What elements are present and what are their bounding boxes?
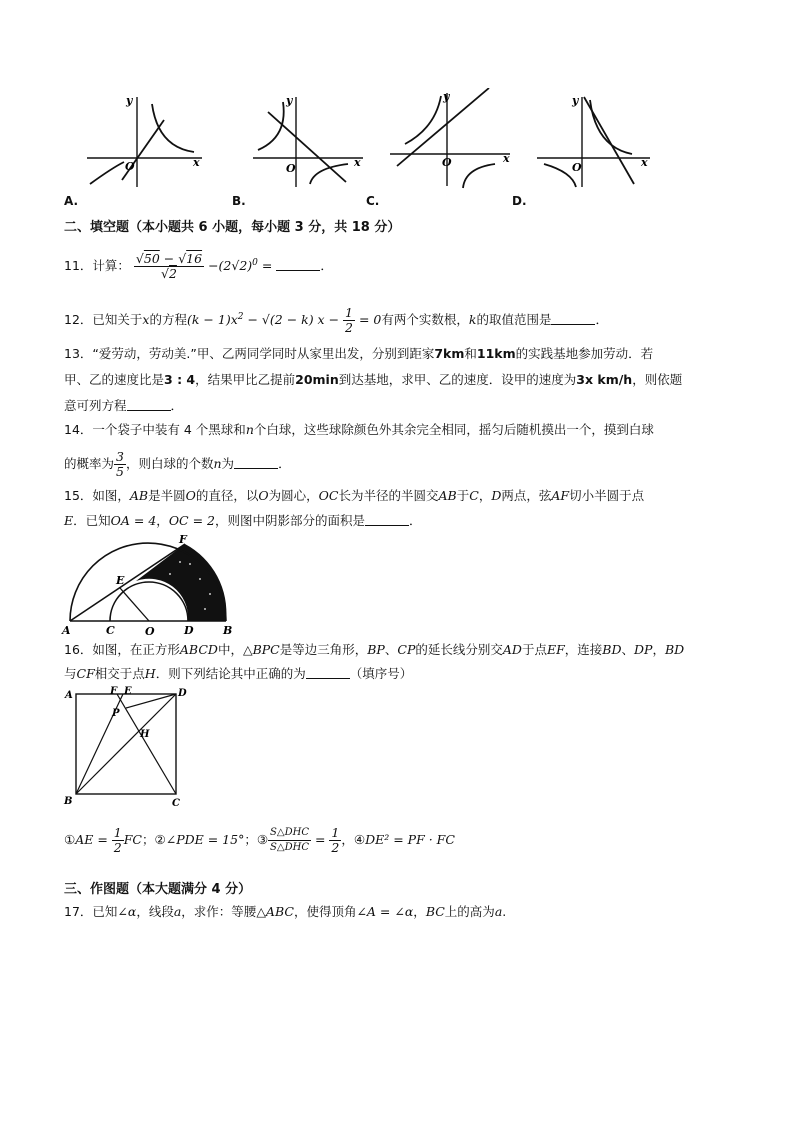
fig15-label-a: A [62, 624, 71, 637]
origin-label: O [286, 162, 296, 175]
q15-answer-blank[interactable] [365, 513, 409, 526]
y-axis-label: y [286, 94, 293, 107]
q11-number: 11． [64, 258, 93, 273]
question-15-line-2: E．已知OA = 4，OC = 2，则图中阴影部分的面积是 ． [64, 513, 422, 528]
fig16-label-h: H [140, 729, 150, 740]
graph-a [82, 92, 207, 190]
y-axis-label: y [126, 94, 133, 107]
x-axis-label: x [354, 156, 361, 169]
q11-fraction: $\frac{√50 - √16}{√2}$ [135, 251, 203, 281]
question-15-line-1: 15．如图，AB是半圆O的直径，以O为圆心，OC长为半径的半圆交AB于C，D两点，弦AF切小半圆于点 [64, 488, 645, 503]
x-axis-label: x [503, 152, 510, 165]
fig15-label-d: D [184, 624, 194, 637]
q16-figure [62, 686, 192, 810]
origin-label: O [442, 156, 452, 169]
question-16-line-2: 与CF相交于点H．则下列结论其中正确的为 （填序号） [64, 666, 413, 681]
x-axis-label: x [193, 156, 200, 169]
question-13-line-1: 13．“爱劳动，劳动美.”甲、乙两同学同时从家里出发，分别到距家7km和11km的实践基地参加劳动．若 [64, 346, 654, 361]
q12-fraction: $\frac{1}{2}$ [345, 305, 353, 335]
question-16-line-1: 16．如图，在正方形ABCD中，△BPC是等边三角形，BP、CP的延长线分别交AD于点EF，连接BD、DP，BD [64, 642, 685, 657]
fig15-label-b: B [223, 624, 233, 637]
fig15-label-o: O [145, 625, 155, 638]
fig16-label-e: E [124, 686, 132, 697]
q11-answer-blank[interactable] [276, 258, 320, 271]
question-13-line-2: 甲、乙的速度比是3 : 4，结果甲比乙提前20min到达基地，求甲、乙的速度．设甲的速度为3x km/h，则依题 [64, 372, 683, 387]
fig15-label-e: E [116, 574, 125, 587]
fig16-label-f: F [110, 686, 118, 697]
graph-b [248, 92, 368, 190]
question-13-line-3: 意可列方程 ． [64, 398, 184, 413]
question-14-line-2: 的概率为 $\frac{3}{5}$ ，则白球的个数n为 ． [64, 449, 291, 479]
q12-answer-blank[interactable] [551, 312, 595, 325]
y-axis-label: y [572, 94, 579, 107]
q11-label: 计算： [92, 258, 130, 273]
option-b-label: B. [232, 194, 246, 208]
fig15-label-c: C [106, 624, 115, 637]
fig16-label-a: A [65, 690, 73, 701]
option-c-label: C. [366, 194, 380, 208]
option-a-label: A. [64, 194, 79, 208]
question-17: 17．已知∠α，线段a，求作：等腰△ABC，使得顶角∠A = ∠α，BC上的高为a. [64, 904, 507, 919]
fig16-label-b: B [64, 796, 73, 807]
section-3-heading: 三、作图题（本大题满分 4 分） [64, 882, 252, 897]
q16-conclusions: ①AE = $\frac{1}{2}$ FC；②∠PDE = 15°；③ $\frac{\text{S△DHC}}{\text{S△DHC}}$ = $\frac{1}{2}$ ，④DE² = PF · FC [64, 825, 455, 855]
fig15-label-f: F [179, 534, 187, 546]
question-12: 12．已知关于x的方程$(k - 1)x^2 - √(2 - k)$ x − $\frac{1}{2}$ = 0有两个实数根，k的取值范围是 ． [64, 305, 608, 335]
origin-label: O [572, 161, 582, 174]
question-11: 11．计算： $\frac{√50 - √16}{√2}$ $-(2√2)^0$ = ． [64, 251, 333, 281]
q14-fraction: $\frac{3}{5}$ [116, 449, 124, 479]
option-d-label: D. [512, 194, 527, 208]
section-2-heading: 二、填空题（本小题共 6 小题，每小题 3 分，共 18 分） [64, 220, 401, 235]
fig16-label-c: C [172, 798, 180, 809]
question-14-line-1: 14．一个袋子中装有 4 个黑球和n个白球，这些球除颜色外其余完全相同，摇匀后随机摸出一个，摸到白球 [64, 422, 654, 437]
graph-c [385, 88, 515, 190]
origin-label: O [125, 160, 135, 173]
fig16-label-d: D [178, 688, 187, 699]
q14-answer-blank[interactable] [234, 456, 278, 469]
x-axis-label: x [641, 156, 648, 169]
q15-figure [60, 534, 240, 638]
fig16-label-p: P [112, 708, 120, 719]
graph-d [532, 92, 654, 190]
q16-answer-blank[interactable] [306, 666, 350, 679]
q13-answer-blank[interactable] [127, 398, 171, 411]
y-axis-label: y [443, 90, 450, 103]
